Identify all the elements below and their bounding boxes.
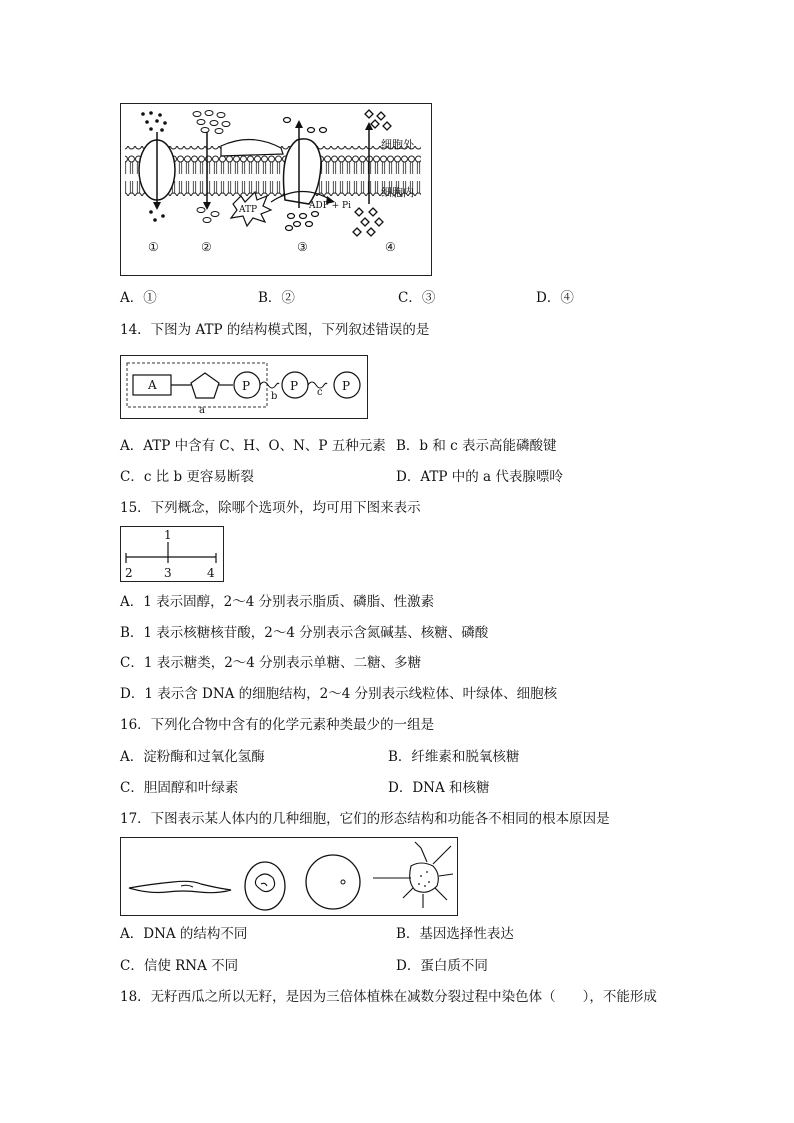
q15-option-a[interactable]: A．1 表示固醇，2～4 分别表示脂质、磷脂、性激素	[120, 594, 435, 610]
node-4: 4	[207, 566, 215, 580]
bond-c-label: c	[317, 387, 323, 398]
node-3: 3	[164, 566, 172, 580]
carrier-protein	[284, 139, 322, 204]
membrane-transport-figure	[120, 103, 432, 276]
q17-option-b[interactable]: B．基因选择性表达	[396, 926, 514, 942]
marker-1: ①	[148, 240, 159, 254]
surface-protein	[221, 139, 283, 156]
q16-option-b[interactable]: B．纤维素和脱氧核糖	[388, 749, 520, 765]
adp-label: ADP + Pi	[309, 201, 351, 211]
q15-stem: 15．下列概念，除哪个选项外，均可用下图来表示	[120, 500, 421, 516]
marker-2: ②	[201, 240, 212, 254]
bracket-a-label: a	[199, 405, 205, 416]
atp-structure-figure	[120, 355, 368, 419]
q15-option-b[interactable]: B．1 表示核糖核苷酸，2～4 分别表示含氮碱基、核糖、磷酸	[120, 625, 489, 641]
q17-option-c[interactable]: C．信使 RNA 不同	[120, 958, 239, 974]
bond-b-label: b	[271, 391, 278, 402]
q14-option-a[interactable]: A．ATP 中含有 C、H、O、N、P 五种元素	[120, 438, 386, 454]
q15-option-c[interactable]: C．1 表示糖类，2～4 分别表示单糖、二糖、多糖	[120, 655, 422, 671]
q16-option-c[interactable]: C．胆固醇和叶绿素	[120, 780, 239, 796]
atp-label: ATP	[239, 205, 258, 215]
node-2: 2	[125, 566, 133, 580]
inside-label: 细胞内	[381, 186, 414, 199]
phosphate-2-label: P	[290, 379, 299, 393]
q17-option-d[interactable]: D．蛋白质不同	[396, 958, 488, 974]
q17-option-a[interactable]: A．DNA 的结构不同	[120, 926, 248, 942]
cells-figure	[120, 837, 458, 916]
q14-option-c[interactable]: C．c 比 b 更容易断裂	[120, 469, 254, 485]
q13-option-a[interactable]: A．①	[120, 290, 157, 306]
q18-stem: 18．无籽西瓜之所以无籽，是因为三倍体植株在减数分裂过程中染色体（ ），不能形成	[120, 989, 657, 1005]
q16-stem: 16．下列化合物中含有的化学元素种类最少的一组是	[120, 717, 435, 733]
bond-b	[260, 382, 279, 388]
neuron-cell	[373, 842, 453, 908]
marker-3: ③	[297, 240, 308, 254]
smooth-muscle-cell	[129, 881, 231, 892]
ribose-pentagon	[191, 373, 219, 398]
q14-stem: 14．下图为 ATP 的结构模式图，下列叙述错误的是	[120, 322, 430, 338]
q16-option-d[interactable]: D．DNA 和核糖	[388, 780, 490, 796]
node-1: 1	[164, 528, 172, 542]
q17-stem: 17．下图表示某人体内的几种细胞，它们的形态结构和功能各不相同的根本原因是	[120, 811, 610, 827]
q14-option-b[interactable]: B．b 和 c 表示高能磷酸键	[396, 438, 557, 454]
q16-option-a[interactable]: A．淀粉酶和过氧化氢酶	[120, 749, 265, 765]
outside-label: 细胞外	[381, 138, 414, 151]
q14-option-d[interactable]: D．ATP 中的 a 代表腺嘌呤	[396, 469, 563, 485]
egg-cell	[306, 855, 360, 909]
q13-option-c[interactable]: C．③	[398, 290, 436, 306]
white-blood-cell	[245, 862, 285, 910]
q13-option-d[interactable]: D．④	[536, 290, 574, 306]
concept-tree-figure	[120, 526, 224, 582]
q13-option-b[interactable]: B．②	[258, 290, 295, 306]
marker-4: ④	[385, 240, 396, 254]
q15-option-d[interactable]: D．1 表示含 DNA 的细胞结构，2～4 分别表示线粒体、叶绿体、细胞核	[120, 686, 558, 702]
membrane-diagram	[121, 104, 431, 275]
adenine-label: A	[148, 378, 157, 392]
phosphate-1-label: P	[242, 379, 251, 393]
phosphate-3-label: P	[342, 379, 351, 393]
